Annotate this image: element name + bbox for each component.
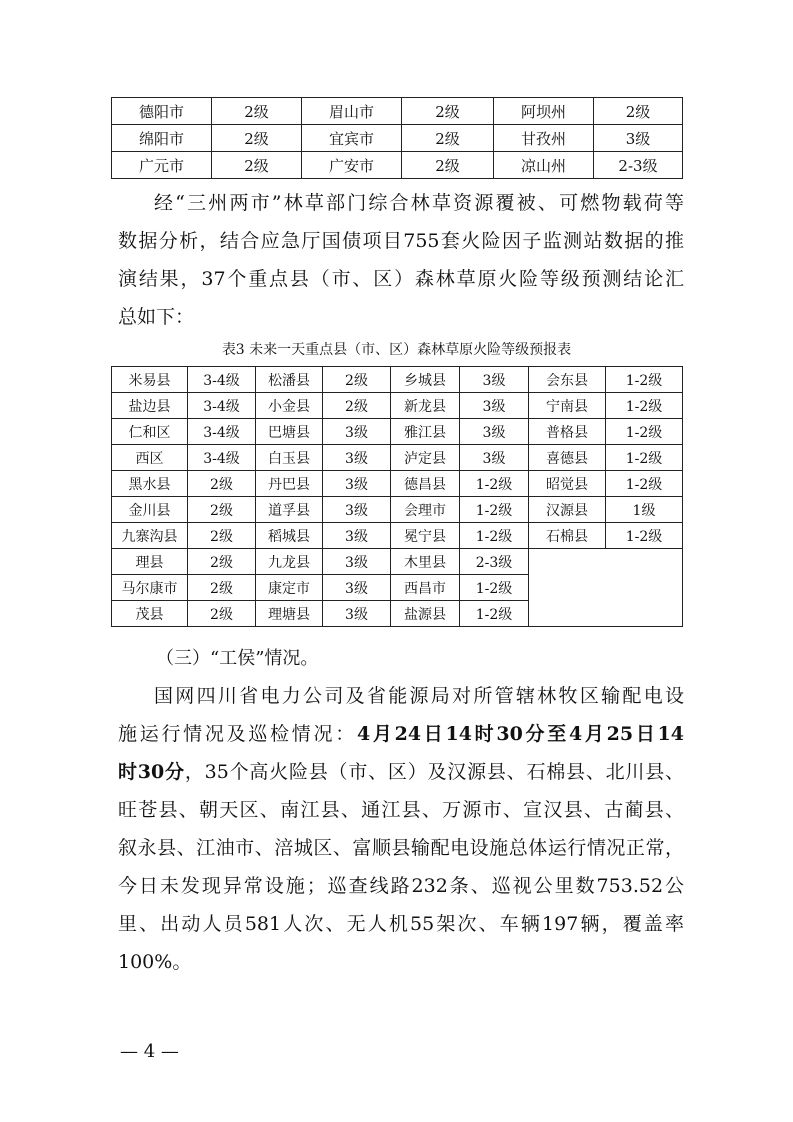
paragraph-line: 总如下：	[118, 306, 195, 328]
fire-level-cell: 2级	[212, 98, 302, 125]
power-inspection-paragraph	[118, 677, 684, 981]
page-number: — 4 —	[120, 1041, 179, 1062]
fire-level-cell: 1级	[606, 497, 683, 523]
city-fire-level-table	[111, 97, 683, 179]
fire-level-cell: 2级	[402, 125, 494, 152]
region-name-cell: 广元市	[112, 152, 212, 179]
region-name-cell: 凉山州	[494, 152, 594, 179]
fire-level-cell: 1-2级	[606, 523, 683, 549]
analysis-paragraph	[118, 184, 684, 336]
fire-level-cell: 3-4级	[188, 445, 256, 471]
county-name-cell: 丹巴县	[256, 471, 323, 497]
fire-level-cell: 1-2级	[460, 497, 529, 523]
paragraph-line: 旺苍县、朝天区、南江县、通江县、万源市、宣汉县、古蔺县、	[118, 799, 684, 821]
table-row	[112, 367, 683, 393]
paragraph-line	[118, 715, 684, 753]
fire-level-cell: 2级	[188, 497, 256, 523]
fire-level-cell: 2级	[188, 471, 256, 497]
table-row	[112, 125, 683, 152]
fire-level-cell: 3级	[460, 367, 529, 393]
fire-level-cell: 1-2级	[460, 601, 529, 627]
county-name-cell: 普格县	[529, 419, 606, 445]
county-name-cell: 理县	[112, 549, 188, 575]
county-name-cell: 黑水县	[112, 471, 188, 497]
fire-level-cell: 2-3级	[460, 549, 529, 575]
county-name-cell: 喜德县	[529, 445, 606, 471]
fire-level-cell: 2级	[212, 125, 302, 152]
fire-level-cell: 1-2级	[606, 393, 683, 419]
empty-cell	[529, 549, 683, 627]
region-name-cell: 德阳市	[112, 98, 212, 125]
fire-level-cell: 1-2级	[606, 471, 683, 497]
county-name-cell: 会理市	[391, 497, 460, 523]
county-name-cell: 白玉县	[256, 445, 323, 471]
county-name-cell: 米易县	[112, 367, 188, 393]
county-name-cell: 松潘县	[256, 367, 323, 393]
county-name-cell: 木里县	[391, 549, 460, 575]
county-name-cell: 会东县	[529, 367, 606, 393]
paragraph-line: 里、出动人员581人次、无人机55架次、车辆197辆，覆盖率	[118, 913, 684, 935]
section-heading: （三）“工侯”情况。	[156, 648, 319, 669]
region-name-cell: 广安市	[302, 152, 402, 179]
county-name-cell: 马尔康市	[112, 575, 188, 601]
paragraph-line	[118, 753, 684, 791]
fire-level-cell: 2级	[188, 601, 256, 627]
paragraph-line: 演结果，37个重点县（市、区）森林草原火险等级预测结论汇	[118, 268, 684, 290]
county-name-cell: 雅江县	[391, 419, 460, 445]
fire-level-cell: 1-2级	[460, 523, 529, 549]
fire-level-cell: 1-2级	[460, 575, 529, 601]
paragraph-line: 100%。	[118, 951, 192, 973]
county-name-cell: 九寨沟县	[112, 523, 188, 549]
fire-level-cell: 3级	[460, 393, 529, 419]
bold-time-range: 时30分	[118, 761, 185, 783]
county-name-cell: 汉源县	[529, 497, 606, 523]
fire-level-cell: 3级	[323, 575, 391, 601]
county-name-cell: 德昌县	[391, 471, 460, 497]
paragraph-text: ，35个高火险县（市、区）及汉源县、石棉县、北川县、	[184, 761, 684, 783]
fire-level-cell: 1-2级	[460, 471, 529, 497]
county-name-cell: 理塘县	[256, 601, 323, 627]
county-name-cell: 西昌市	[391, 575, 460, 601]
fire-level-cell: 3级	[323, 445, 391, 471]
bold-time-range: 4月24日14时30分至4月25日14	[356, 723, 684, 745]
table-row	[112, 445, 683, 471]
county-name-cell: 金川县	[112, 497, 188, 523]
county-name-cell: 小金县	[256, 393, 323, 419]
paragraph-line: 叙永县、江油市、涪城区、富顺县输配电设施总体运行情况正常，	[118, 837, 684, 859]
county-name-cell: 泸定县	[391, 445, 460, 471]
county-name-cell: 九龙县	[256, 549, 323, 575]
fire-level-cell: 3级	[323, 497, 391, 523]
fire-level-cell: 3级	[323, 419, 391, 445]
table-row	[112, 549, 683, 575]
table-row	[112, 393, 683, 419]
region-name-cell: 绵阳市	[112, 125, 212, 152]
fire-level-cell: 2级	[323, 393, 391, 419]
county-name-cell: 西区	[112, 445, 188, 471]
fire-level-cell: 3级	[460, 445, 529, 471]
table-caption: 表3 未来一天重点县（市、区）森林草原火险等级预报表	[221, 342, 572, 358]
fire-level-cell: 3级	[460, 419, 529, 445]
region-name-cell: 宜宾市	[302, 125, 402, 152]
region-name-cell: 眉山市	[302, 98, 402, 125]
county-name-cell: 稻城县	[256, 523, 323, 549]
fire-level-cell: 1-2级	[606, 445, 683, 471]
table-row	[112, 471, 683, 497]
county-name-cell: 康定市	[256, 575, 323, 601]
county-fire-forecast-table	[111, 366, 683, 627]
county-name-cell: 新龙县	[391, 393, 460, 419]
table-row	[112, 497, 683, 523]
county-name-cell: 宁南县	[529, 393, 606, 419]
county-name-cell: 冕宁县	[391, 523, 460, 549]
county-name-cell: 道孚县	[256, 497, 323, 523]
region-name-cell: 甘孜州	[494, 125, 594, 152]
fire-level-cell: 1-2级	[606, 367, 683, 393]
paragraph-line: 国网四川省电力公司及省能源局对所管辖林牧区输配电设	[154, 685, 684, 707]
city-fire-level-table-body	[112, 98, 683, 179]
region-name-cell: 阿坝州	[494, 98, 594, 125]
table-row	[112, 152, 683, 179]
fire-level-cell: 2级	[402, 152, 494, 179]
fire-level-cell: 3级	[323, 549, 391, 575]
table-row	[112, 523, 683, 549]
county-name-cell: 石棉县	[529, 523, 606, 549]
county-name-cell: 巴塘县	[256, 419, 323, 445]
fire-level-cell: 3-4级	[188, 367, 256, 393]
county-name-cell: 盐源县	[391, 601, 460, 627]
county-fire-forecast-table-body	[112, 367, 683, 627]
paragraph-line: 经“三州两市”林草部门综合林草资源覆被、可燃物载荷等	[154, 192, 684, 214]
fire-level-cell: 2级	[188, 549, 256, 575]
fire-level-cell: 3级	[594, 125, 683, 152]
fire-level-cell: 2级	[402, 98, 494, 125]
table-row	[112, 419, 683, 445]
fire-level-cell: 1-2级	[606, 419, 683, 445]
county-name-cell: 盐边县	[112, 393, 188, 419]
county-name-cell: 昭觉县	[529, 471, 606, 497]
fire-level-cell: 3级	[323, 523, 391, 549]
fire-level-cell: 3-4级	[188, 393, 256, 419]
fire-level-cell: 3级	[323, 601, 391, 627]
fire-level-cell: 3级	[323, 471, 391, 497]
fire-level-cell: 2级	[188, 523, 256, 549]
county-name-cell: 乡城县	[391, 367, 460, 393]
paragraph-line: 今日未发现异常设施；巡查线路232条、巡视公里数753.52公	[118, 875, 684, 897]
fire-level-cell: 3-4级	[188, 419, 256, 445]
county-name-cell: 茂县	[112, 601, 188, 627]
fire-level-cell: 2-3级	[594, 152, 683, 179]
fire-level-cell: 2级	[212, 152, 302, 179]
fire-level-cell: 2级	[323, 367, 391, 393]
paragraph-line: 数据分析，结合应急厅国债项目755套火险因子监测站数据的推	[118, 230, 684, 252]
fire-level-cell: 2级	[188, 575, 256, 601]
county-name-cell: 仁和区	[112, 419, 188, 445]
table-row	[112, 98, 683, 125]
fire-level-cell: 2级	[594, 98, 683, 125]
paragraph-text: 施运行情况及巡检情况：	[118, 723, 357, 745]
